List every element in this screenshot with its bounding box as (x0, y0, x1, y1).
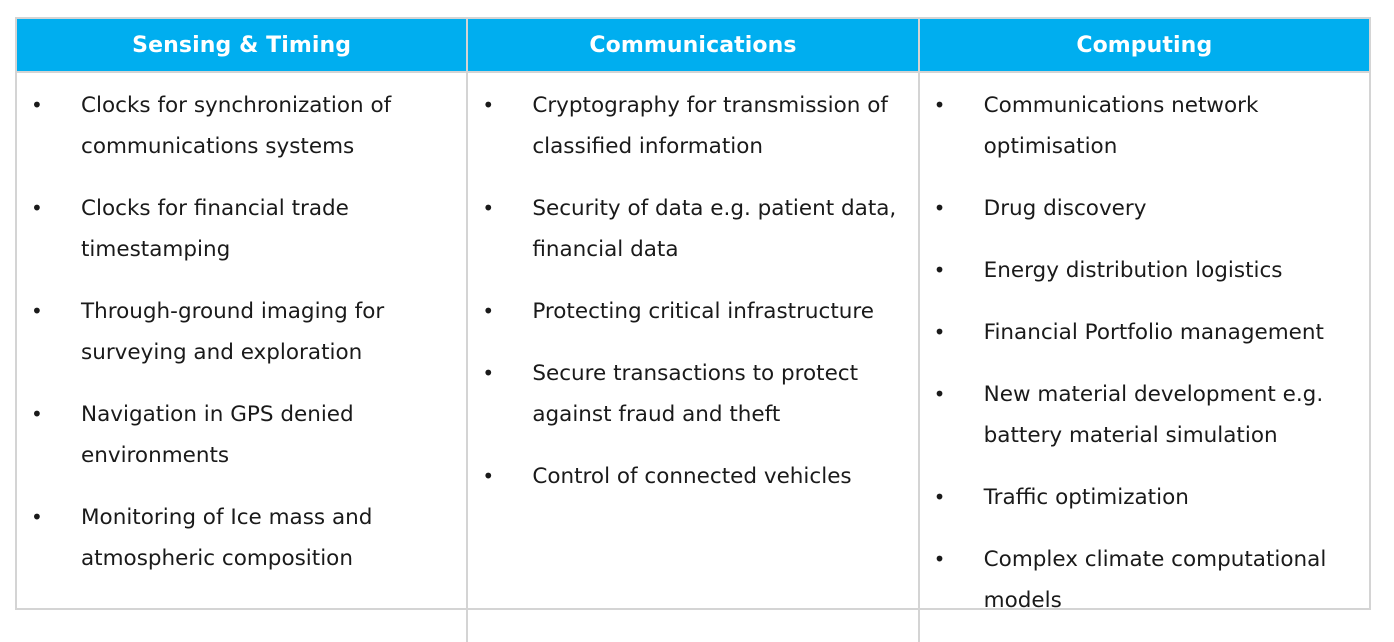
list-item-text: Through-ground imaging for surveying and exploration (81, 299, 385, 365)
table-header-row (17, 19, 1369, 71)
bullet-marker: • (933, 320, 946, 344)
bullet-marker: • (933, 382, 946, 406)
bullet-marker: • (482, 196, 495, 220)
list-item (17, 85, 466, 167)
bullet-marker: • (933, 93, 946, 117)
bullet-marker: • (31, 505, 43, 529)
list-item-text: Monitoring of Ice mass and atmospheric composition (81, 505, 373, 571)
list-item (920, 188, 1369, 229)
bullet-marker: • (933, 485, 946, 509)
applications-table (15, 17, 1371, 613)
list-item-text: Financial Portfolio management (983, 320, 1324, 345)
column-communications (466, 73, 917, 642)
list-item (17, 291, 466, 373)
bullet-marker: • (482, 464, 495, 488)
list-item (920, 312, 1369, 353)
header-computing: Computing (918, 19, 1369, 71)
list-item (17, 188, 466, 270)
bullet-marker: • (482, 93, 495, 117)
column-computing (918, 73, 1369, 642)
column-sensing-timing (17, 73, 466, 642)
list-item (468, 353, 917, 435)
list-item (468, 85, 917, 167)
list-item-text: Control of connected vehicles (532, 464, 852, 489)
list-item (920, 539, 1369, 621)
bullet-list (17, 85, 466, 579)
bullet-marker: • (31, 196, 43, 220)
list-item (920, 477, 1369, 518)
list-item (920, 85, 1369, 167)
list-item (920, 250, 1369, 291)
list-item-text: New material development e.g. battery material simulation (983, 382, 1324, 448)
list-item-text: Traffic optimization (983, 485, 1189, 510)
list-item-text: Clocks for financial trade timestamping (81, 196, 349, 262)
bullet-marker: • (31, 93, 43, 117)
list-item-text: Drug discovery (983, 196, 1147, 221)
bullet-marker: • (31, 402, 43, 426)
table-body-row (17, 71, 1369, 642)
bullet-marker: • (933, 196, 946, 220)
list-item-text: Secure transactions to protect against fraud and theft (532, 361, 859, 427)
header-sensing-timing: Sensing & Timing (132, 32, 352, 58)
list-item (920, 374, 1369, 456)
list-item-text: Communications network optimisation (983, 93, 1259, 159)
bullet-marker: • (933, 547, 946, 571)
list-item-text: Cryptography for transmission of classified information (532, 93, 888, 159)
list-item-text: Protecting critical infrastructure (532, 299, 875, 324)
list-item (468, 188, 917, 270)
list-item-text: Complex climate computational models (983, 547, 1327, 613)
list-item-text: Energy distribution logistics (983, 258, 1283, 283)
list-item (468, 456, 917, 497)
bullet-list (468, 85, 917, 497)
list-item (17, 394, 466, 476)
bullet-marker: • (31, 299, 43, 323)
bullet-list (920, 85, 1369, 621)
bullet-marker: • (482, 361, 495, 385)
bullet-marker: • (482, 299, 495, 323)
list-item-text: Navigation in GPS denied environments (81, 402, 354, 468)
list-item (17, 497, 466, 579)
bullet-marker: • (933, 258, 946, 282)
list-item-text: Security of data e.g. patient data, financial data (532, 196, 897, 262)
list-item (468, 291, 917, 332)
list-item-text: Clocks for synchronization of communications systems (81, 93, 392, 159)
header-communications: Communications (466, 19, 917, 71)
